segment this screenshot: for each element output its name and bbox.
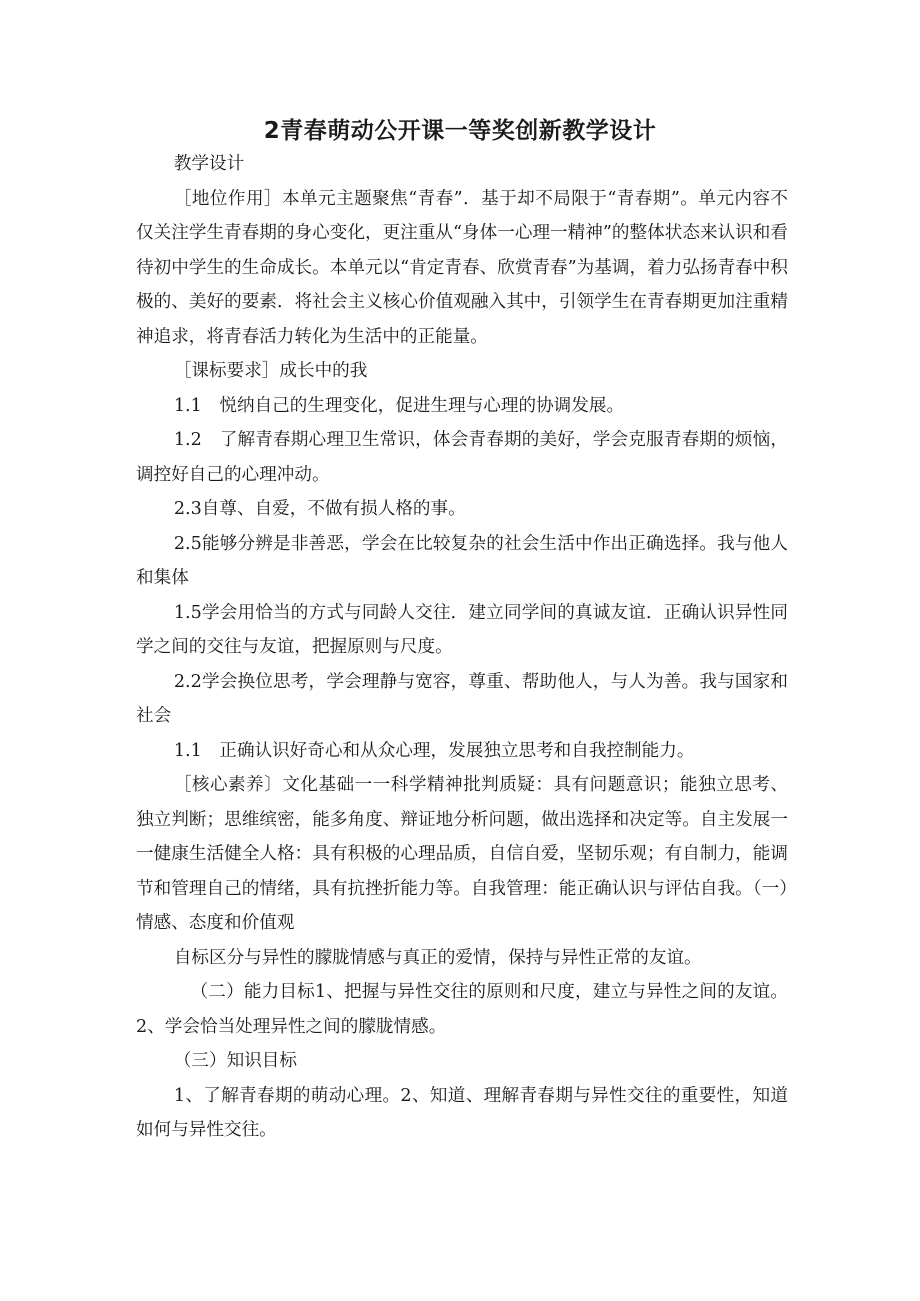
- paragraph-position-role: ［地位作用］本单元主题聚焦“青春”．基于却不局限于“青春期”。单元内容不仅关注学生青春期的身心变化，更注重从“身体一心理一精神”的整体状态来认识和看待初中学生的生命成长。本单元以“肯定青春、欣赏青春”为基调，着力弘扬青春中积极的、美好的要素．将社会主义核心价值观融入其中，引领学生在青春期更加注重精神追求，将青春活力转化为生活中的正能量。: [136, 188, 788, 347]
- paragraph-item: 1.1 正确认识好奇心和从众心理，发展独立思考和自我控制能力。: [173, 740, 695, 761]
- paragraph-item: 1.5学会用恰当的方式与同龄人交往．建立同学间的真诚友谊．正确认识异性同学之间的交往与友谊，把握原则与尺度。: [136, 602, 788, 657]
- paragraph-item: 1.1 悦纳自己的生理变化，促进生理与心理的协调发展。: [173, 395, 625, 416]
- paragraph-ability-goal: （二）能力目标1、把握与异性交往的原则和尺度，建立与异性之间的友谊。2、学会恰当处理异性之间的朦胧情感。: [136, 982, 788, 1037]
- paragraph-item: 1.2 了解青春期心理卫生常识，体会青春期的美好，学会克服青春期的烦恼，调控好自己的心理冲动。: [136, 430, 788, 485]
- paragraph-curriculum-requirements: ［课标要求］成长中的我: [173, 361, 368, 381]
- paragraph-emotion-goal: 自标区分与异性的朦胧情感与真正的爱情，保持与异性正常的友谊。: [173, 947, 702, 968]
- paragraph-knowledge-goal: 1、了解青春期的萌动心理。2、知道、理解青春期与异性交往的重要性，知道如何与异性交往。: [136, 1085, 788, 1140]
- paragraph-item: 2.2学会换位思考，学会理静与宽容，尊重、帮助他人，与人为善。我与国家和社会: [136, 671, 788, 726]
- paragraph-core-literacy: ［核心素养〕文化基础一一科学精神批判质疑：具有问题意识；能独立思考、独立判断；思维缤密，能多角度、辩证地分析问题，做出选择和决定等。自主发展一一健康生活健全人格：具有积极的心理品质，自信自爱，坚韧乐观；有自制力，能调节和管理自己的情绪，具有抗挫折能力等。自我管理：能正确认识与评估自我。（一）情感、态度和价值观: [136, 775, 788, 933]
- paragraph-item: 2.3自尊、自爱，不做有损人格的事。: [173, 499, 466, 519]
- document-body: [136, 147, 788, 1148]
- paragraph-knowledge-heading: （三）知识目标: [173, 1051, 297, 1071]
- document-title: 2青春萌动公开课一等奖创新教学设计: [263, 118, 657, 144]
- paragraph-item: 2.5能够分辨是非善恶，学会在比较复杂的社会生活中作出正确选择。我与他人和集体: [136, 533, 788, 588]
- paragraph-section-label: 教学设计: [173, 154, 245, 174]
